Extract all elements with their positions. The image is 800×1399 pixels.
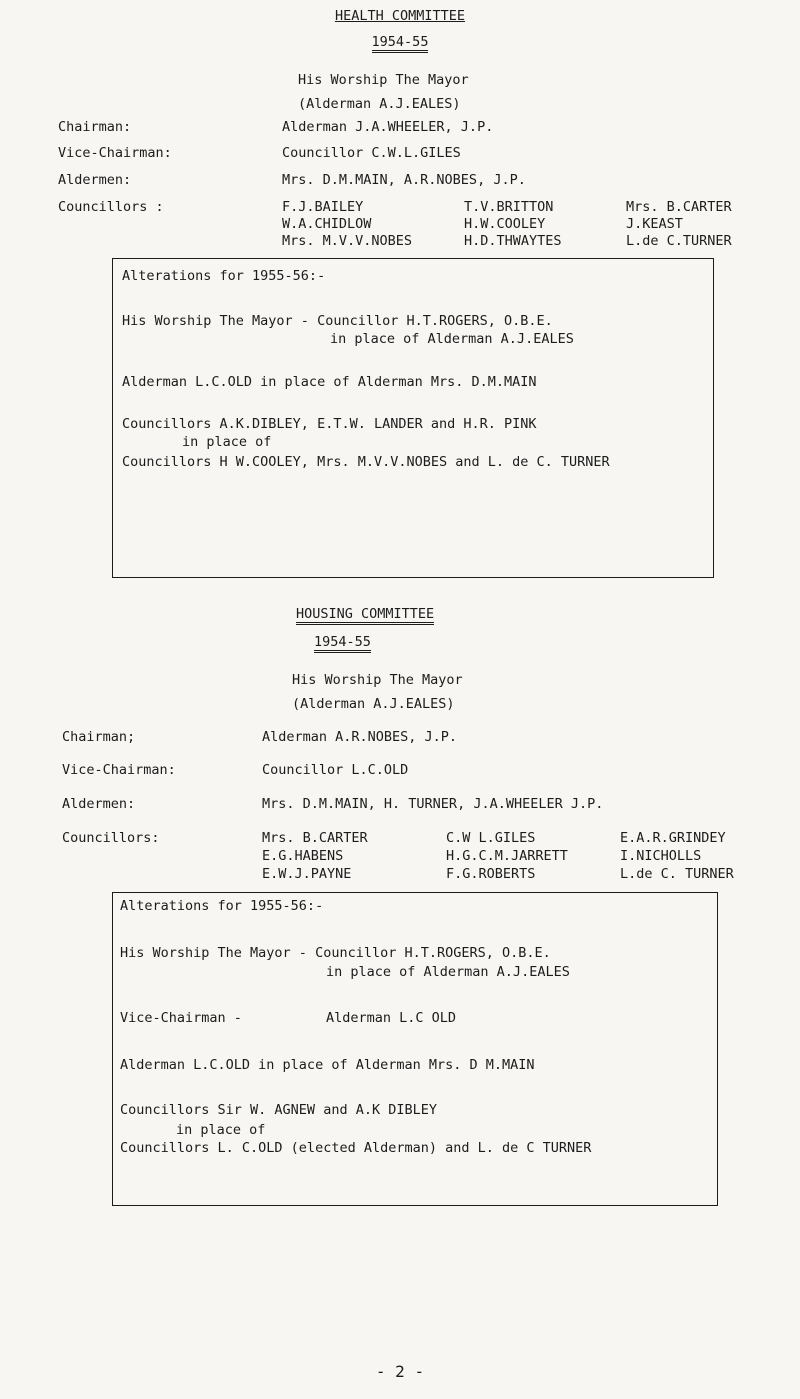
health-aldermen-label: Aldermen: <box>58 172 132 188</box>
health-councillor: T.V.BRITTON <box>464 199 554 215</box>
housing-councillor: H.G.C.M.JARRETT <box>446 848 568 864</box>
housing-alterations-line: Alderman L.C OLD <box>326 1010 457 1026</box>
housing-aldermen-value: Mrs. D.M.MAIN, H. TURNER, J.A.WHEELER J.P. <box>262 796 604 812</box>
health-mayor-line1: His Worship The Mayor <box>298 72 469 88</box>
housing-vice-chairman-label: Vice-Chairman: <box>62 762 176 778</box>
health-vice-chairman-value: Councillor C.W.L.GILES <box>282 145 461 161</box>
housing-chairman-value: Alderman A.R.NOBES, J.P. <box>262 729 458 745</box>
housing-alterations-line: in place of <box>176 1122 266 1138</box>
health-councillor: F.J.BAILEY <box>282 199 364 215</box>
housing-alterations-heading: Alterations for 1955-56:- <box>120 898 324 914</box>
housing-alterations-line: Alderman L.C.OLD in place of Alderman Mrs. D M.MAIN <box>120 1057 535 1073</box>
health-mayor-line2: (Alderman A.J.EALES) <box>298 96 461 112</box>
housing-alterations-line: in place of Alderman A.J.EALES <box>326 964 570 980</box>
health-vice-chairman-label: Vice-Chairman: <box>58 145 172 161</box>
housing-alterations-line: Councillors L. C.OLD (elected Alderman) and L. de C TURNER <box>120 1140 592 1156</box>
housing-alterations-box <box>112 892 718 1206</box>
housing-councillor: Mrs. B.CARTER <box>262 830 368 846</box>
health-councillor: Mrs. B.CARTER <box>626 199 732 215</box>
health-councillors-label: Councillors : <box>58 199 164 215</box>
health-councillor: W.A.CHIDLOW <box>282 216 372 232</box>
health-alterations-line: in place of Alderman A.J.EALES <box>330 331 574 347</box>
housing-alterations-line: His Worship The Mayor - Councillor H.T.ROGERS, O.B.E. <box>120 945 551 961</box>
health-alterations-line: in place of <box>182 434 272 450</box>
health-councillor: L.de C.TURNER <box>626 233 732 249</box>
health-chairman-value: Alderman J.A.WHEELER, J.P. <box>282 119 494 135</box>
health-chairman-label: Chairman: <box>58 119 132 135</box>
health-alterations-heading: Alterations for 1955-56:- <box>122 268 326 284</box>
health-alterations-line: His Worship The Mayor - Councillor H.T.ROGERS, O.B.E. <box>122 313 553 329</box>
housing-mayor-line1: His Worship The Mayor <box>292 672 463 688</box>
housing-alterations-line: Vice-Chairman - <box>120 1010 242 1026</box>
housing-councillor: E.W.J.PAYNE <box>262 866 352 882</box>
health-alterations-line: Alderman L.C.OLD in place of Alderman Mrs. D.M.MAIN <box>122 374 537 390</box>
housing-councillor: C.W L.GILES <box>446 830 536 846</box>
health-councillor: H.D.THWAYTES <box>464 233 562 249</box>
health-councillor: J.KEAST <box>626 216 683 232</box>
health-alterations-line: Councillors H W.COOLEY, Mrs. M.V.V.NOBES and L. de C. TURNER <box>122 454 610 470</box>
housing-committee-title: HOUSING COMMITTEE <box>296 606 434 622</box>
housing-councillor: E.G.HABENS <box>262 848 344 864</box>
housing-councillor: E.A.R.GRINDEY <box>620 830 726 846</box>
housing-councillors-label: Councillors: <box>62 830 160 846</box>
health-councillor: H.W.COOLEY <box>464 216 546 232</box>
health-committee-year: 1954-55 <box>0 34 800 50</box>
housing-councillor: L.de C. TURNER <box>620 866 734 882</box>
housing-vice-chairman-value: Councillor L.C.OLD <box>262 762 409 778</box>
housing-aldermen-label: Aldermen: <box>62 796 136 812</box>
housing-councillor: I.NICHOLLS <box>620 848 702 864</box>
health-committee-title: HEALTH COMMITTEE <box>334 8 466 24</box>
page-number: - 2 - <box>375 1362 425 1381</box>
housing-chairman-label: Chairman; <box>62 729 136 745</box>
health-alterations-line: Councillors A.K.DIBLEY, E.T.W. LANDER and H.R. PINK <box>122 416 537 432</box>
housing-councillor: F.G.ROBERTS <box>446 866 536 882</box>
housing-committee-year: 1954-55 <box>314 634 371 650</box>
housing-alterations-line: Councillors Sir W. AGNEW and A.K DIBLEY <box>120 1102 437 1118</box>
housing-mayor-line2: (Alderman A.J.EALES) <box>292 696 455 712</box>
health-aldermen-value: Mrs. D.M.MAIN, A.R.NOBES, J.P. <box>282 172 526 188</box>
health-councillor: Mrs. M.V.V.NOBES <box>282 233 413 249</box>
